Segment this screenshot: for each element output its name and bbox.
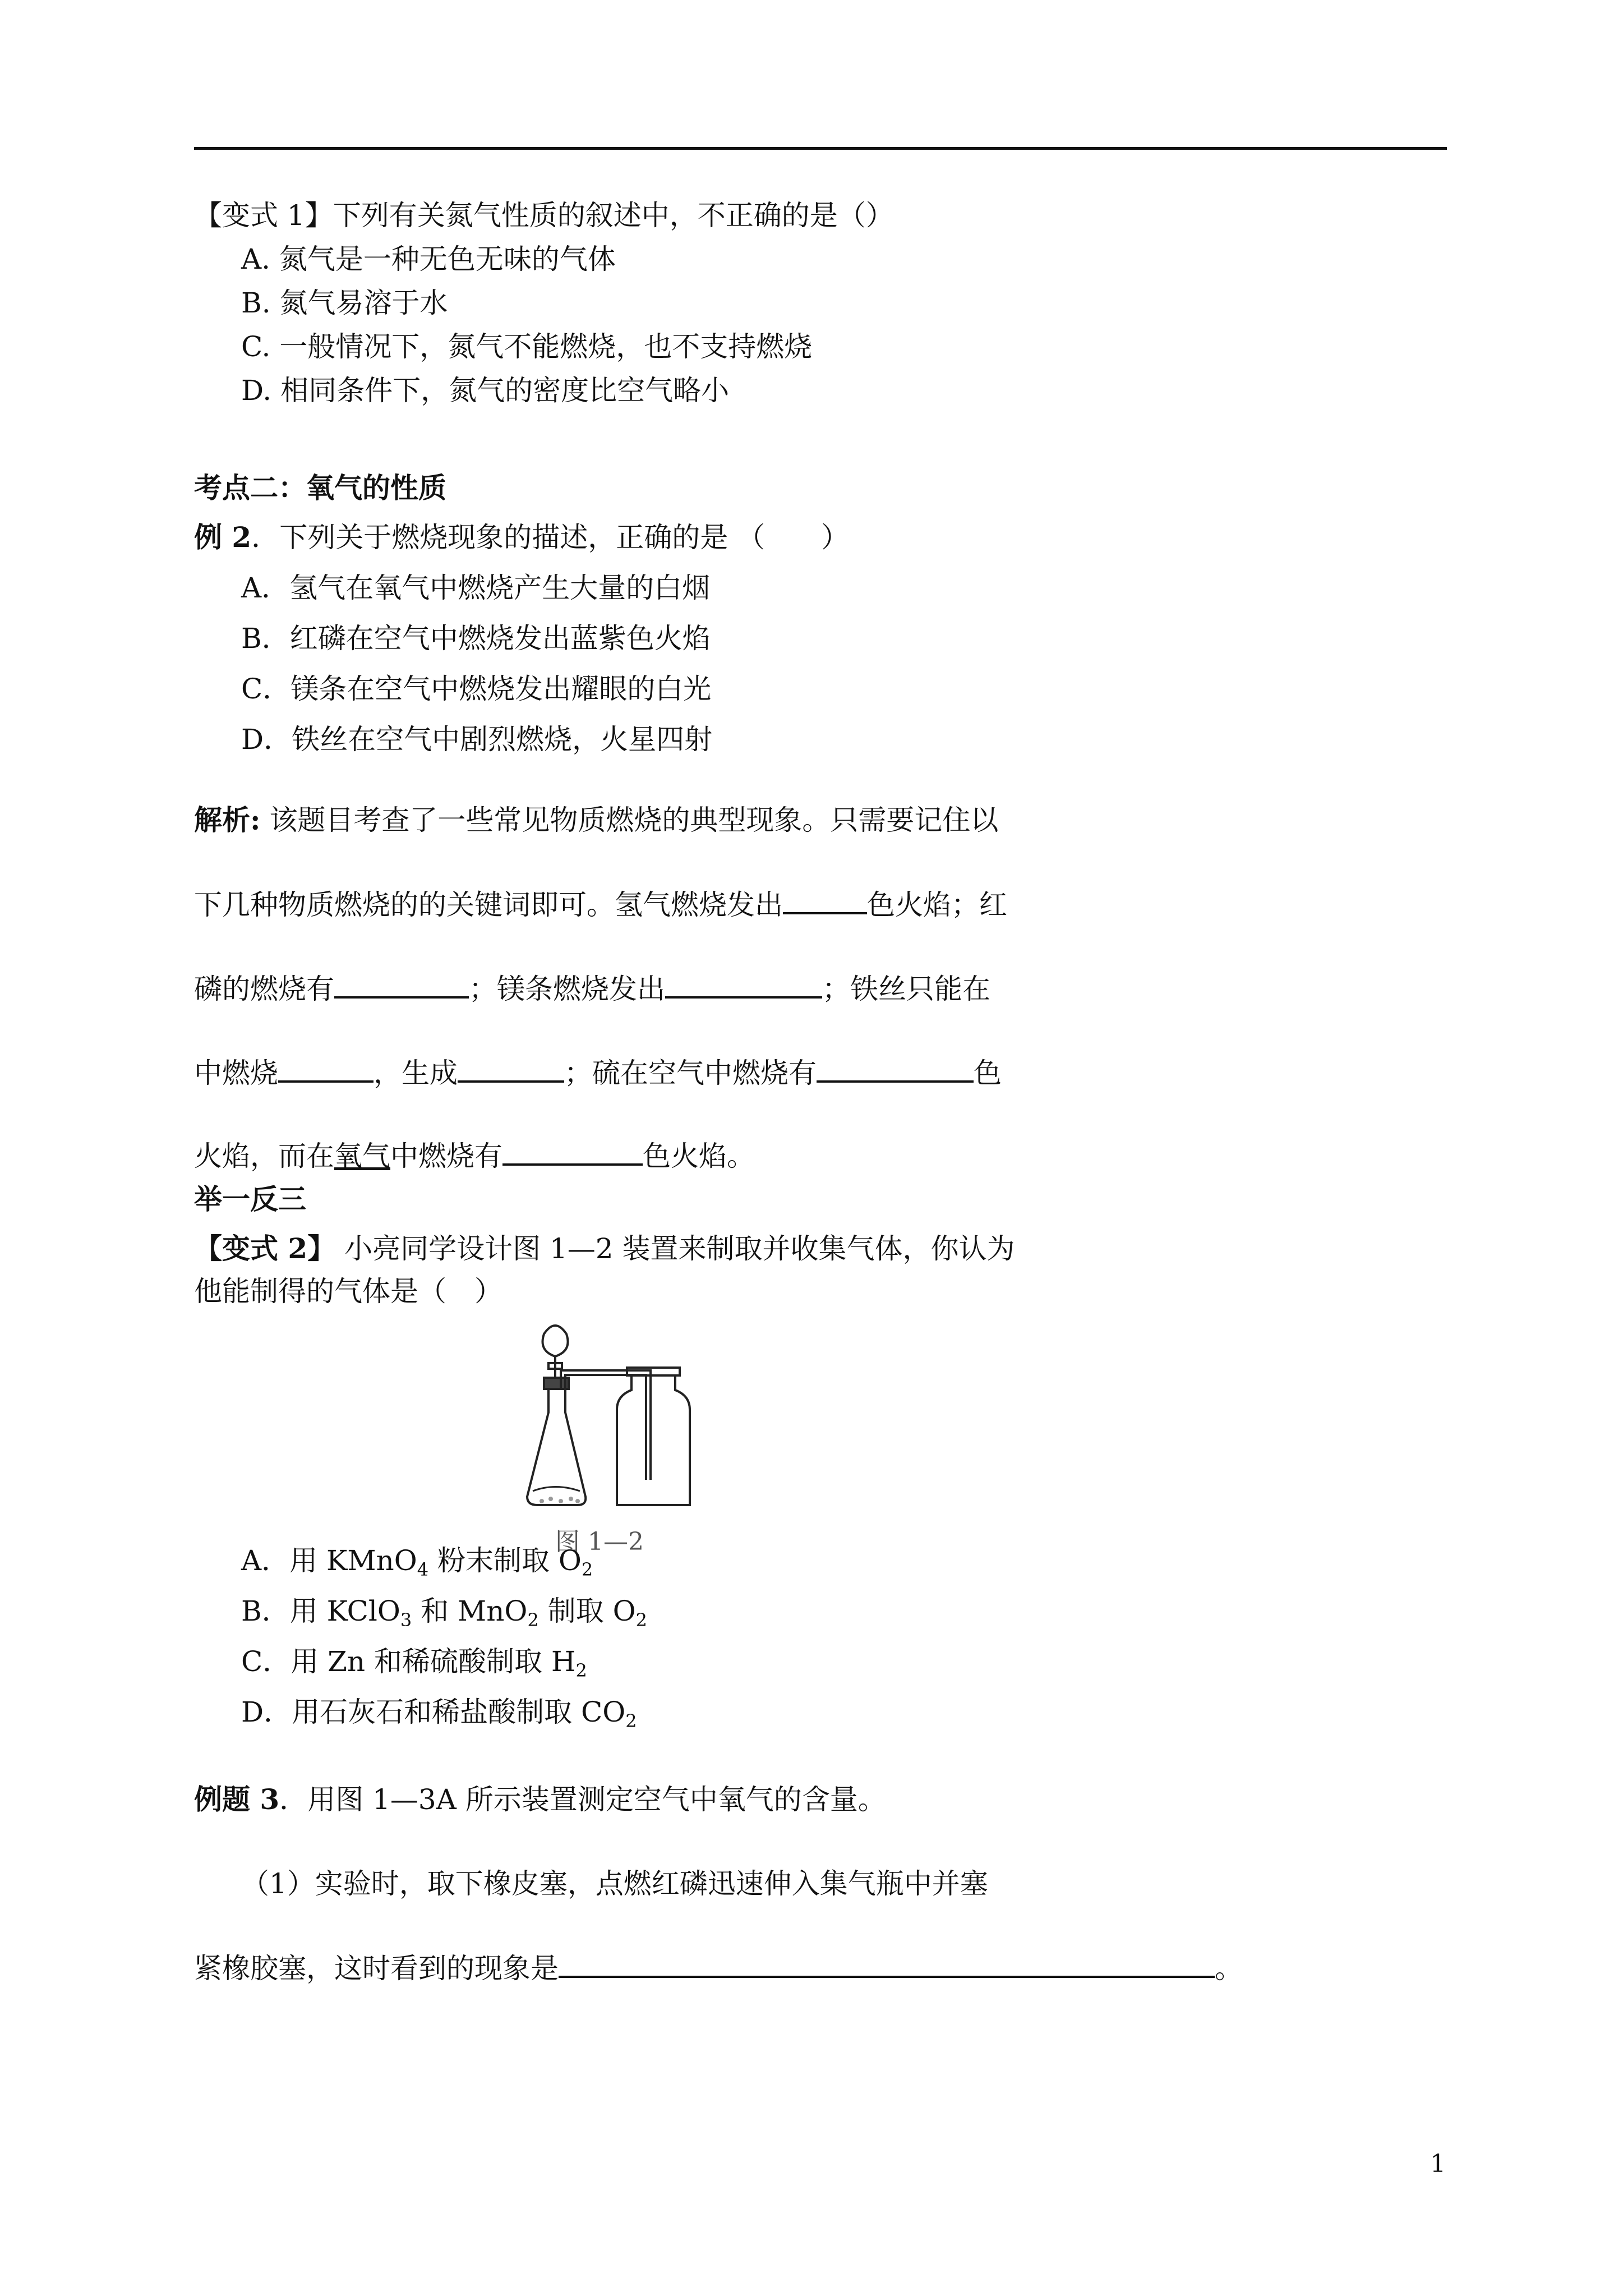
example2-option-a: A．氢气在氧气中燃烧产生大量的白烟 — [241, 572, 711, 604]
analysis-text-4d: 色 — [974, 1057, 1002, 1089]
analysis-line-2 — [194, 886, 1007, 922]
analysis-label: 解析: — [194, 803, 261, 836]
variant2-option-d: D．用石灰石和稀盐酸制取 $CO_2$ — [241, 1696, 637, 1732]
example3-stem — [194, 1783, 886, 1816]
analysis-text-4c: ；硫在空气中燃烧有 — [564, 1057, 817, 1089]
analysis-text-4b: ，生成 — [374, 1057, 458, 1089]
example2-option-c: C．镁条在空气中燃烧发出耀眼的白光 — [241, 673, 712, 705]
variant1-option-d: D. 相同条件下，氮气的密度比空气略小 — [241, 374, 730, 407]
analysis-text-3b: ；镁条燃烧发出 — [469, 973, 665, 1005]
analysis-text-5c: 中燃烧有 — [390, 1140, 502, 1172]
fill-blank[interactable] — [817, 1055, 974, 1083]
fill-blank[interactable] — [502, 1138, 643, 1166]
example2-label: 例 2 — [194, 521, 252, 554]
fill-blank[interactable] — [334, 970, 469, 999]
section2-heading: 考点二：氧气的性质 — [194, 471, 446, 504]
variant1-option-a: A. 氮气是一种无色无味的气体 — [241, 243, 616, 275]
delivery-tube — [561, 1370, 651, 1480]
figure-caption: 图 1—2 — [555, 1527, 644, 1556]
example3-q1-text: 紧橡胶塞，这时看到的现象是 — [194, 1952, 559, 1985]
analysis-line-4 — [194, 1055, 1002, 1090]
example3-label: 例题 3 — [194, 1783, 280, 1816]
section3-heading: 举一反三 — [194, 1182, 306, 1216]
analysis-text-5d: 色火焰。 — [643, 1140, 755, 1172]
variant2-option-c: C．用 Zn 和稀硫酸制取 $H_2$ — [241, 1645, 587, 1681]
analysis-line-3 — [194, 970, 990, 1006]
header-rule — [194, 147, 1447, 150]
variant2-label: 【变式 2】 — [194, 1232, 336, 1265]
apparatus-figure — [522, 1312, 701, 1519]
analysis-text-1: 该题目考查了一些常见物质燃烧的典型现象。只需要记住以 — [260, 804, 999, 836]
page-number: 1 — [1430, 2150, 1446, 2178]
separatory-funnel — [543, 1326, 568, 1356]
variant2-option-a: A．用 KMnO$_4$ 粉末制取 $O_2$ — [241, 1544, 593, 1580]
fill-blank[interactable] — [665, 970, 822, 999]
analysis-text-2a: 下几种物质燃烧的的关键词即可。氢气燃烧发出 — [194, 889, 783, 921]
example2-text: ．下列关于燃烧现象的描述，正确的是 （ ） — [251, 521, 850, 554]
analysis-text-3a: 磷的燃烧有 — [194, 973, 334, 1005]
variant1-option-b: B. 氮气易溶于水 — [241, 287, 448, 319]
analysis-text-5b: 氧气 — [334, 1140, 390, 1172]
fill-blank[interactable] — [783, 886, 867, 914]
analysis-line-5 — [194, 1138, 755, 1173]
variant1-title: 【变式 1】下列有关氮气性质的叙述中，不正确的是（） — [194, 199, 894, 232]
example2-option-d: D．铁丝在空气中剧烈燃烧，火星四射 — [241, 723, 713, 756]
variant2-line-2: 他能制得的气体是（ ） — [194, 1275, 502, 1308]
analysis-text-3c: ；铁丝只能在 — [822, 973, 990, 1005]
fill-blank[interactable] — [559, 1950, 1215, 1978]
analysis-text-2b: 色火焰；红 — [867, 889, 1007, 921]
variant1-option-c: C. 一般情况下，氮气不能燃烧，也不支持燃烧 — [241, 330, 813, 363]
gas-bottle — [617, 1374, 690, 1505]
example3-q1-line-1: （1）实验时，取下橡皮塞，点燃红磷迅速伸入集气瓶中并塞 — [241, 1867, 988, 1900]
variant2-line-1 — [194, 1232, 1015, 1266]
analysis-line-1 — [194, 803, 998, 837]
analysis-text-5a: 火焰，而在 — [194, 1140, 334, 1172]
fill-blank[interactable] — [458, 1055, 564, 1083]
variant2-text-1: 小亮同学设计图 1—2 装置来制取并收集气体，你认为 — [335, 1232, 1015, 1265]
example2-option-b: B．红磷在空气中燃烧发出蓝紫色火焰 — [241, 622, 711, 655]
fill-blank[interactable] — [278, 1055, 374, 1083]
example3-text: ．用图 1—3A 所示装置测定空气中氧气的含量。 — [279, 1783, 886, 1816]
analysis-text-4a: 中燃烧 — [194, 1057, 278, 1089]
example2-stem — [194, 521, 849, 554]
variant2-option-b: B．用 KClO$_3$ 和 MnO$_2$ 制取 $O_2$ — [241, 1595, 647, 1631]
example3-q1-line-2: 紧橡胶塞，这时看到的现象是 。 — [194, 1950, 1243, 1985]
